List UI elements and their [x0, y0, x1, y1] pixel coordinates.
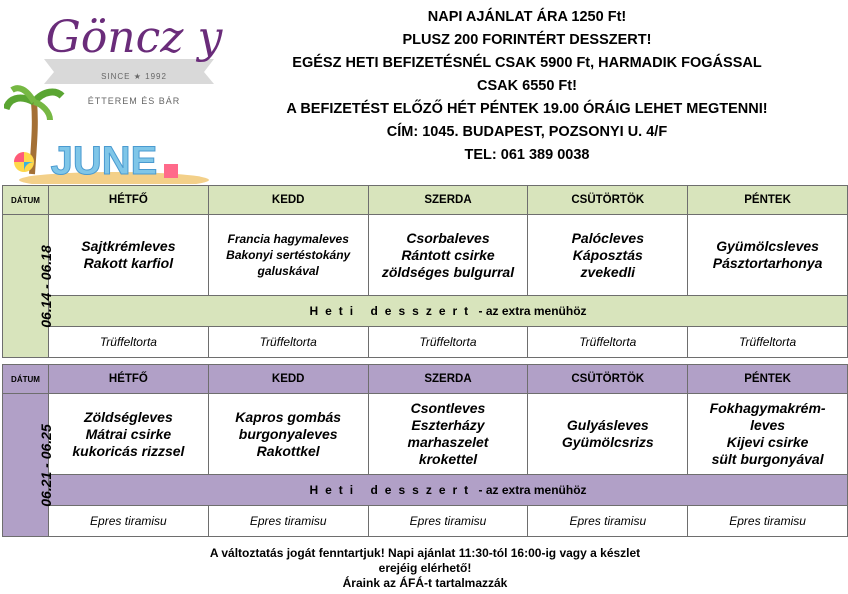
- dessert-row: [3, 506, 848, 537]
- logo-month: JUNE: [50, 139, 158, 183]
- date-column-label: DÁTUM: [3, 186, 49, 215]
- logo-since: SINCE ★ 1992: [101, 72, 167, 81]
- header-line: CÍM: 1045. BUDAPEST, POZSONYI U. 4/F: [386, 124, 668, 140]
- header-announcements: [222, 6, 832, 167]
- logo-tagline: ÉTTEREM ÉS BÁR: [87, 96, 181, 106]
- logo-graphic: [4, 4, 224, 184]
- dessert-band-row: [3, 296, 848, 327]
- header-line: A BEFIZETÉST ELŐZŐ HÉT PÉNTEK 19.00 ÓRÁIG LEHET MEGTENNI!: [286, 101, 768, 117]
- meal-cell: Zöldségleves Mátrai csirke kukoricás rizzsel: [49, 394, 209, 475]
- meal-cell: Gulyásleves Gyümölcsrizs: [528, 394, 688, 475]
- day-header: SZERDA: [368, 365, 528, 394]
- dessert-band-row: [3, 475, 848, 506]
- day-header-row: [3, 365, 848, 394]
- day-header: PÉNTEK: [688, 365, 848, 394]
- meal-row: [3, 215, 848, 296]
- dessert-cell: Trüffeltorta: [208, 327, 368, 358]
- day-header: HÉTFŐ: [49, 365, 209, 394]
- day-header: CSÜTÖRTÖK: [528, 186, 688, 215]
- day-header: SZERDA: [368, 186, 528, 215]
- restaurant-logo: [4, 4, 224, 184]
- header-line: NAPI AJÁNLAT ÁRA 1250 Ft!: [427, 9, 627, 25]
- bucket-icon: [164, 164, 178, 178]
- dessert-band: Heti desszert - az extra menühöz: [49, 475, 848, 506]
- day-header: HÉTFŐ: [49, 186, 209, 215]
- meal-cell: Francia hagymaleves Bakonyi sertéstokány galuskával: [208, 215, 368, 296]
- dessert-cell: Epres tiramisu: [528, 506, 688, 537]
- dessert-cell: Trüffeltorta: [688, 327, 848, 358]
- dessert-cell: Epres tiramisu: [368, 506, 528, 537]
- meal-cell: Fokhagymakrém- leves Kijevi csirke sült burgonyával: [688, 394, 848, 475]
- footer-line: A változtatás jogát fenntartjuk! Napi ajánlat 11:30-tól 16:00-ig vagy a készlet: [209, 546, 641, 560]
- dessert-cell: Trüffeltorta: [528, 327, 688, 358]
- week-date-range: 06.21 - 06.25: [3, 394, 49, 537]
- header-line: CSAK 6550 Ft!: [477, 78, 577, 94]
- dessert-band: Heti desszert - az extra menühöz: [49, 296, 848, 327]
- dessert-row: [3, 327, 848, 358]
- meal-cell: Csontleves Eszterházy marhaszelet krokettel: [368, 394, 528, 475]
- meal-cell: Palócleves Káposztás zvekedli: [528, 215, 688, 296]
- header-line: PLUSZ 200 FORINTÉRT DESSZERT!: [402, 32, 652, 48]
- footer-notice: [130, 546, 720, 591]
- header-line: EGÉSZ HETI BEFIZETÉSNÉL CSAK 5900 Ft, HARMADIK FOGÁSSAL: [292, 55, 762, 71]
- header-line: TEL: 061 389 0038: [464, 147, 590, 163]
- dessert-cell: Trüffeltorta: [49, 327, 209, 358]
- logo-brand: Göncz y: [45, 12, 223, 63]
- day-header: KEDD: [208, 186, 368, 215]
- meal-cell: Kapros gombás burgonyaleves Rakottkel: [208, 394, 368, 475]
- day-header-row: [3, 186, 848, 215]
- day-header: CSÜTÖRTÖK: [528, 365, 688, 394]
- meal-row: [3, 394, 848, 475]
- week-menu-table: [2, 185, 848, 358]
- meal-cell: Csorbaleves Rántott csirke zöldséges bulgurral: [368, 215, 528, 296]
- footer-line: Áraink az ÁFÁ-t tartalmazzák: [342, 576, 508, 590]
- footer-line: erejéig elérhető!: [378, 561, 472, 575]
- meal-cell: Sajtkrémleves Rakott karfiol: [49, 215, 209, 296]
- meal-cell: Gyümölcsleves Pásztortarhonya: [688, 215, 848, 296]
- day-header: KEDD: [208, 365, 368, 394]
- dessert-cell: Trüffeltorta: [368, 327, 528, 358]
- dessert-cell: Epres tiramisu: [208, 506, 368, 537]
- day-header: PÉNTEK: [688, 186, 848, 215]
- week-menu-table: [2, 364, 848, 537]
- dessert-cell: Epres tiramisu: [49, 506, 209, 537]
- week-date-range: 06.14 - 06.18: [3, 215, 49, 358]
- date-column-label: DÁTUM: [3, 365, 49, 394]
- dessert-cell: Epres tiramisu: [688, 506, 848, 537]
